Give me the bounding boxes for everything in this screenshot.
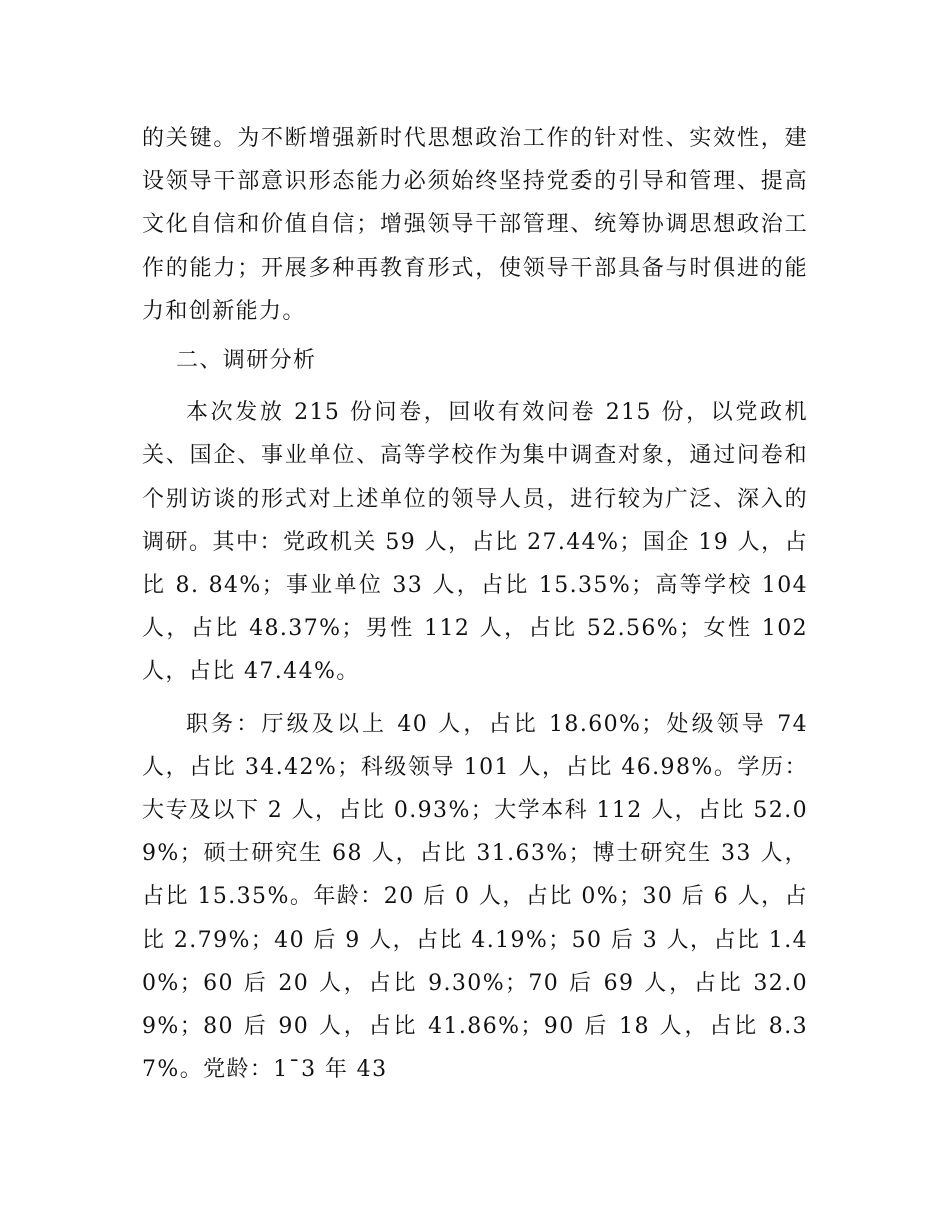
paragraph-profile: 职务：厅级及以上 40 人，占比 18.60%；处级领导 74 人，占比 34.42%；科级领导 101 人，占比 46.98%。学历：大专及以下 2 人，占比 0.93%；大学本科 112 人，占比 52.09%；硕士研究生 68 人，占比 31.63%；博士研究生 33 人，占比 15.35%。年龄：20 后 0 人，占比 0%；30 后 6 人，占比 2.79%；40 后 9 人，占比 4.19%；50 后 3 人，占比 1.40%；60 后 20 人，占比 9.30%；70 后 69 人，占比 32.09%；80 后 90 人，占比 41.86%；90 后 18 人，占比 8.37%。党龄：1¯3 年 43 bbox=[142, 711, 808, 1083]
document-body bbox=[142, 117, 808, 1091]
section-heading: 二、调研分析 bbox=[176, 348, 317, 374]
paragraph-intro: 的关键。为不断增强新时代思想政治工作的针对性、实效性，建设领导干部意识形态能力必须始终坚持党委的引导和管理、提高文化自信和价值自信；增强领导干部管理、统筹协调思想政治工作的能力；开展多种再教育形式，使领导干部具备与时俱进的能力和创新能力。 bbox=[142, 126, 808, 324]
paragraph-survey: 本次发放 215 份问卷，回收有效问卷 215 份，以党政机关、国企、事业单位、高等学校作为集中调查对象，通过问卷和个别访谈的形式对上述单位的领导人员，进行较为广泛、深入的调研。其中：党政机关 59 人，占比 27.44%；国企 19 人，占比 8. 84%；事业单位 33 人，占比 15.35%；高等学校 104 人，占比 48.37%；男性 112 人，占比 52.56%；女性 102 人，占比 47.44%。 bbox=[142, 400, 808, 685]
